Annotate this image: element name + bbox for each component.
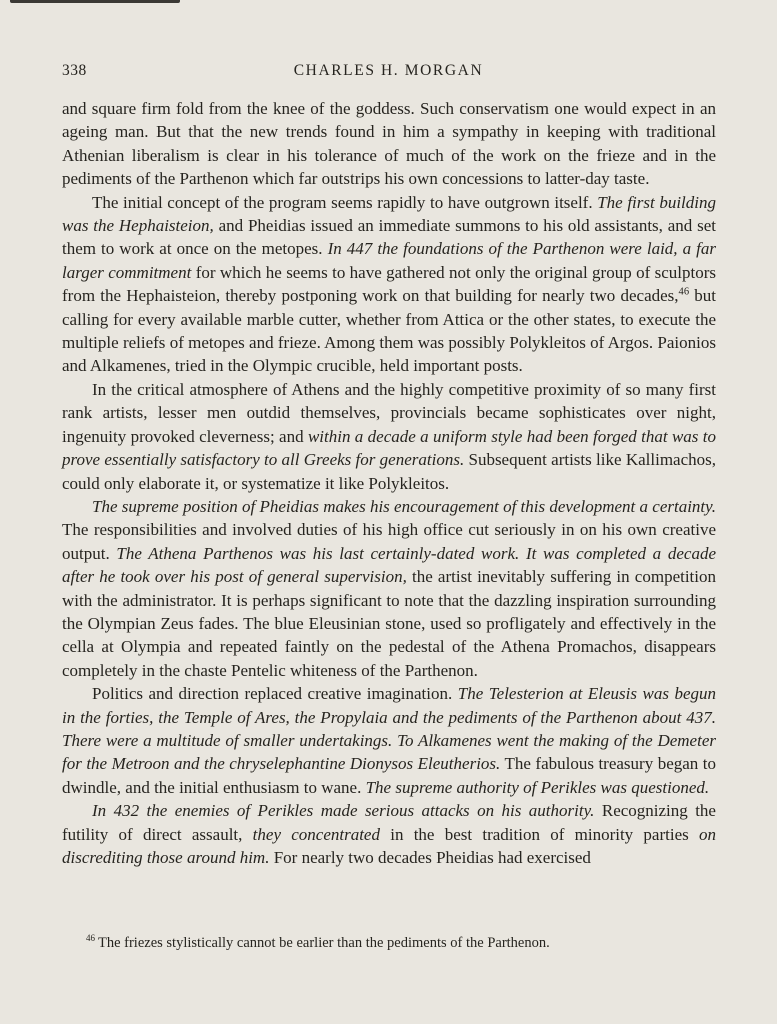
text-segment: the artist inevitably suffering in competition with the administrator. It is perhaps significant to note that the dazzling inspiration surrounding the Olympian Zeus fades. The blue Eleusinian stone, used so profligately and effectively in the cella at Olympia and repeated faintly on the pedestal of the Athena Promachos, disappears completely in the chaste Pentelic whiteness of the Parthenon.	[62, 567, 717, 680]
text-segment: for which he seems to have gathered not only the original group of sculptors from the Hephaisteion, thereby postponing work on that building for nearly two decades,	[62, 262, 716, 306]
body-text	[62, 97, 716, 869]
italic-text-segment: The Telesterion at Eleusis was begun in the forties, the Temple of Ares, the Propylaia and the pediments of the Parthenon about 437. There were a multitude of smaller undertakings. To Alkamenes went the making of the Demeter for the Metroon and the chryselephantine Dionysos Eleutherios.	[62, 684, 716, 774]
italic-text-segment: on discrediting those around him.	[62, 824, 716, 867]
text-segment: For nearly two decades Pheidias had exercised	[269, 848, 591, 867]
paragraph	[62, 378, 716, 495]
paragraph	[62, 682, 716, 799]
text-segment: Subsequent artists like Kallimachos, could only elaborate it, or systematize it like Polykleitos.	[62, 450, 716, 493]
paragraph	[62, 495, 716, 682]
italic-text-segment: The Athena Parthenos was his last certainly-dated work. It was completed a decade after he took over his post of general supervision,	[62, 543, 716, 587]
text-segment: The responsibilities and involved duties of his high office cut seriously in on his own creative output.	[62, 520, 716, 563]
text-segment: In the critical atmosphere of Athens and the highly competitive proximity of so many first rank artists, lesser men outdid themselves, provincials became sophisticates over night, ingenuity provoked cleverness; and	[62, 379, 716, 446]
italic-text-segment: In 447 the foundations of the Parthenon were laid, a far larger commitment	[62, 239, 716, 282]
text-segment: Recognizing the futility of direct assault,	[62, 801, 716, 844]
footnote-text: The friezes stylistically cannot be earlier than the pediments of the Parthenon.	[97, 935, 550, 951]
text-segment: and square firm fold from the knee of the goddess. Such conservatism one would expect in an ageing man. But that the new trends found in him a sympathy in keeping with traditional Athenian liberalism is clear in his tolerance of much of the work on the frieze and in the pediments of the Parthenon which far outstrips his own concessions to latter-day taste.	[62, 99, 716, 189]
scan-edge-artifact	[10, 0, 180, 3]
italic-text-segment: The supreme authority of Perikles was questioned.	[365, 777, 710, 797]
paragraph	[62, 97, 716, 191]
footnote-marker: 46	[86, 933, 95, 944]
italic-text-segment: The supreme position of Pheidias makes his encouragement of this development a certainty.	[92, 496, 717, 516]
running-head-title: CHARLES H. MORGAN	[293, 62, 484, 79]
italic-text-segment: The first building was the Hephaisteion,	[62, 192, 716, 236]
text-segment: The initial concept of the program seems rapidly to have outgrown itself.	[92, 192, 598, 212]
italic-text-segment: In 432 the enemies of Perikles made serious attacks on his authority.	[92, 801, 595, 821]
text-segment: The fabulous treasury began to dwindle, and the initial enthusiasm to wane.	[62, 754, 717, 797]
italic-text-segment: within a decade a uniform style had been forged that was to prove essentially satisfactory to all Greeks for generations.	[62, 426, 716, 470]
paragraph	[62, 799, 716, 869]
text-segment: in the best tradition of minority parties	[379, 824, 699, 844]
text-segment: Politics and direction replaced creative imagination.	[92, 684, 458, 704]
footnote	[62, 934, 716, 953]
page-header	[62, 62, 715, 82]
text-segment: but calling for every available marble cutter, whether from Attica or the other states, to execute the multiple reliefs of metopes and frieze. Among them was possibly Polykleitos of Argos. Paionios and Alkamenes, tried in the Olympic crucible, held important posts.	[62, 286, 716, 376]
text-segment: and Pheidias issued an immediate summons to his old assistants, and set them to work at once on the metopes.	[62, 216, 716, 259]
page-number: 338	[62, 62, 87, 79]
paragraph	[62, 191, 716, 378]
italic-text-segment: they concentrated	[252, 824, 380, 844]
footnote-reference: 46	[678, 286, 690, 298]
